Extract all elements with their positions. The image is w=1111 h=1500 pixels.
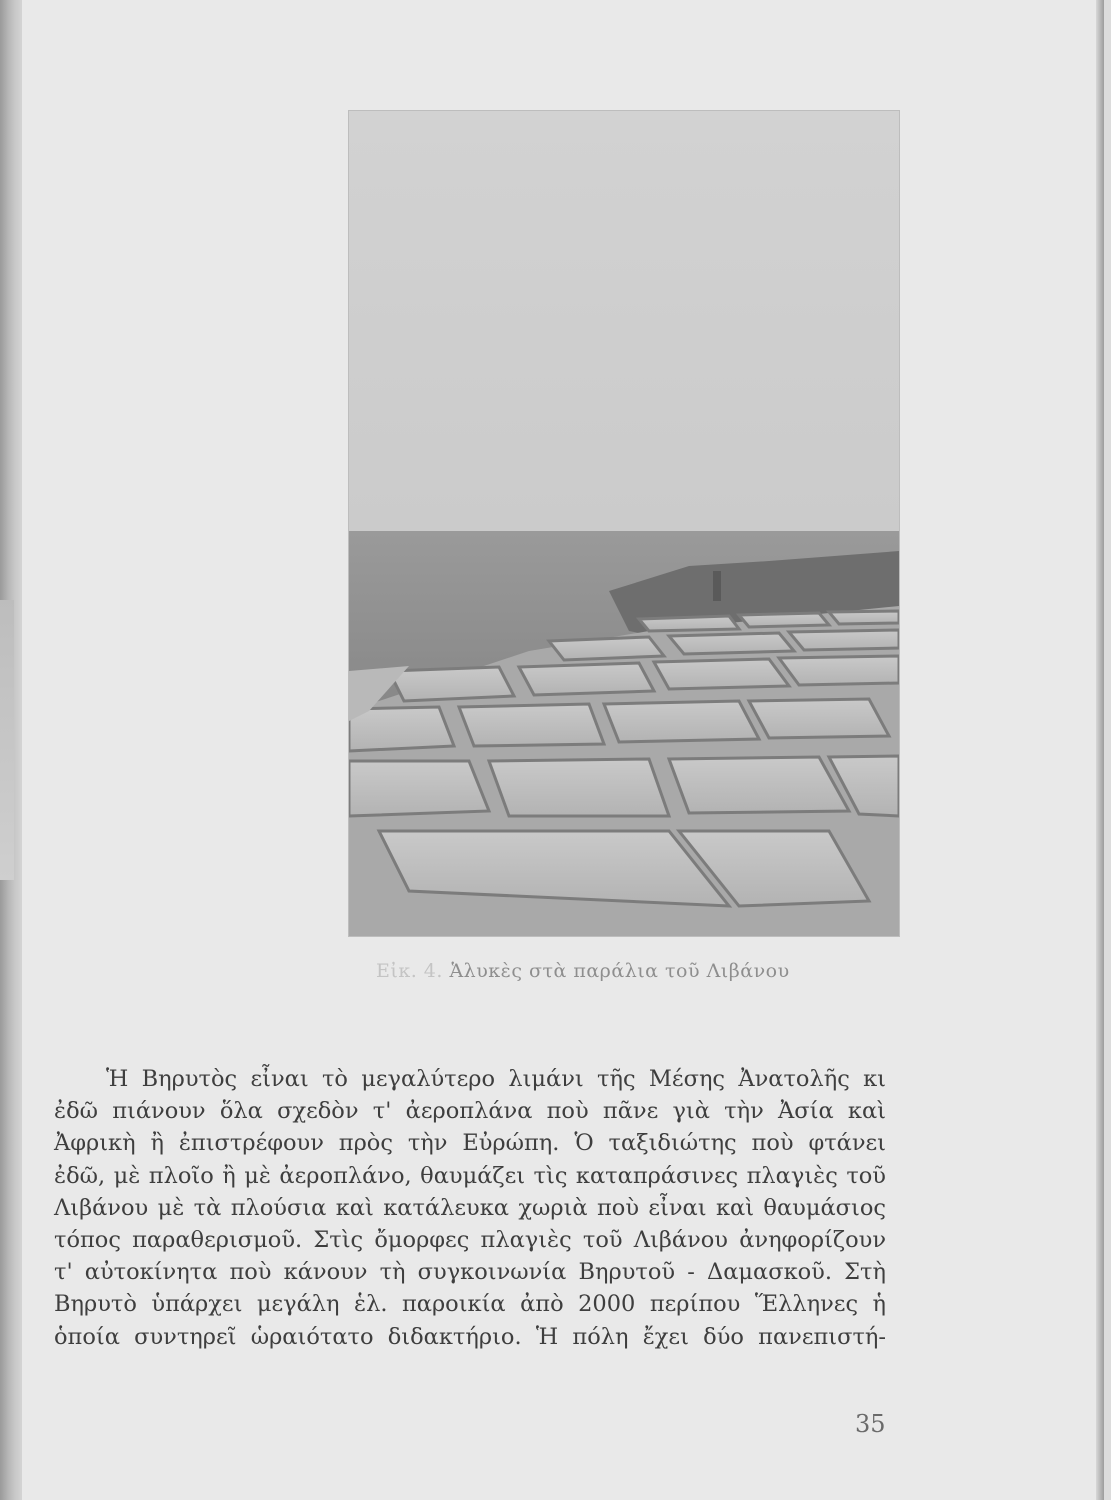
- text-line: ἐδῶ πιάνουν ὅλα σχεδὸν τ' ἀεροπλάνα ποὺ πᾶνε γιὰ τὴν Ἀσία καὶ: [54, 1098, 886, 1125]
- spine-shadow: [0, 600, 14, 880]
- body-paragraph: [54, 1063, 886, 1353]
- text-line: Ἀφρικὴ ἢ ἐπιστρέφουν πρὸς τὴν Εὐρώπη. Ὁ ταξιδιώτης ποὺ φτάνει: [54, 1130, 886, 1157]
- text-line: Βηρυτὸ ὑπάρχει μεγάλη ἑλ. παροικία ἀπὸ 2000 περίπου Ἕλληνες ἡ: [54, 1291, 886, 1318]
- figure-number: Εἰκ. 4.: [376, 960, 443, 982]
- text-line: τ' αὐτοκίνητα ποὺ κάνουν τὴ συγκοινωνία Βηρυτοῦ - Δαμασκοῦ. Στὴ: [54, 1259, 886, 1286]
- figure-caption-text: Ἁλυκὲς στὰ παράλια τοῦ Λιβάνου: [449, 960, 790, 982]
- figure-caption: [376, 960, 876, 982]
- text-line: ὁποία συντηρεῖ ὡραιότατο διδακτήριο. Ἡ πόλη ἔχει δύο πανεπιστή-: [54, 1323, 886, 1350]
- text-line: Ἡ Βηρυτὸς εἶναι τὸ μεγαλύτερο λιμάνι τῆς Μέσης Ἀνατολῆς κι: [106, 1066, 886, 1092]
- text-line: Λιβάνου μὲ τὰ πλούσια καὶ κατάλευκα χωριὰ ποὺ εἶναι καὶ θαυμάσιος: [54, 1194, 886, 1221]
- page-edge: [1096, 0, 1104, 1500]
- page-number: 35: [855, 1410, 886, 1438]
- text-line: τόπος παραθερισμοῦ. Στὶς ὄμορφες πλαγιὲς τοῦ Λιβάνου ἀνηφορίζουν: [54, 1227, 886, 1254]
- text-line: ἐδῶ, μὲ πλοῖο ἢ μὲ ἀεροπλάνο, θαυμάζει τὶς καταπράσινες πλαγιὲς τοῦ: [54, 1162, 886, 1189]
- salt-pans-photo: [348, 110, 900, 937]
